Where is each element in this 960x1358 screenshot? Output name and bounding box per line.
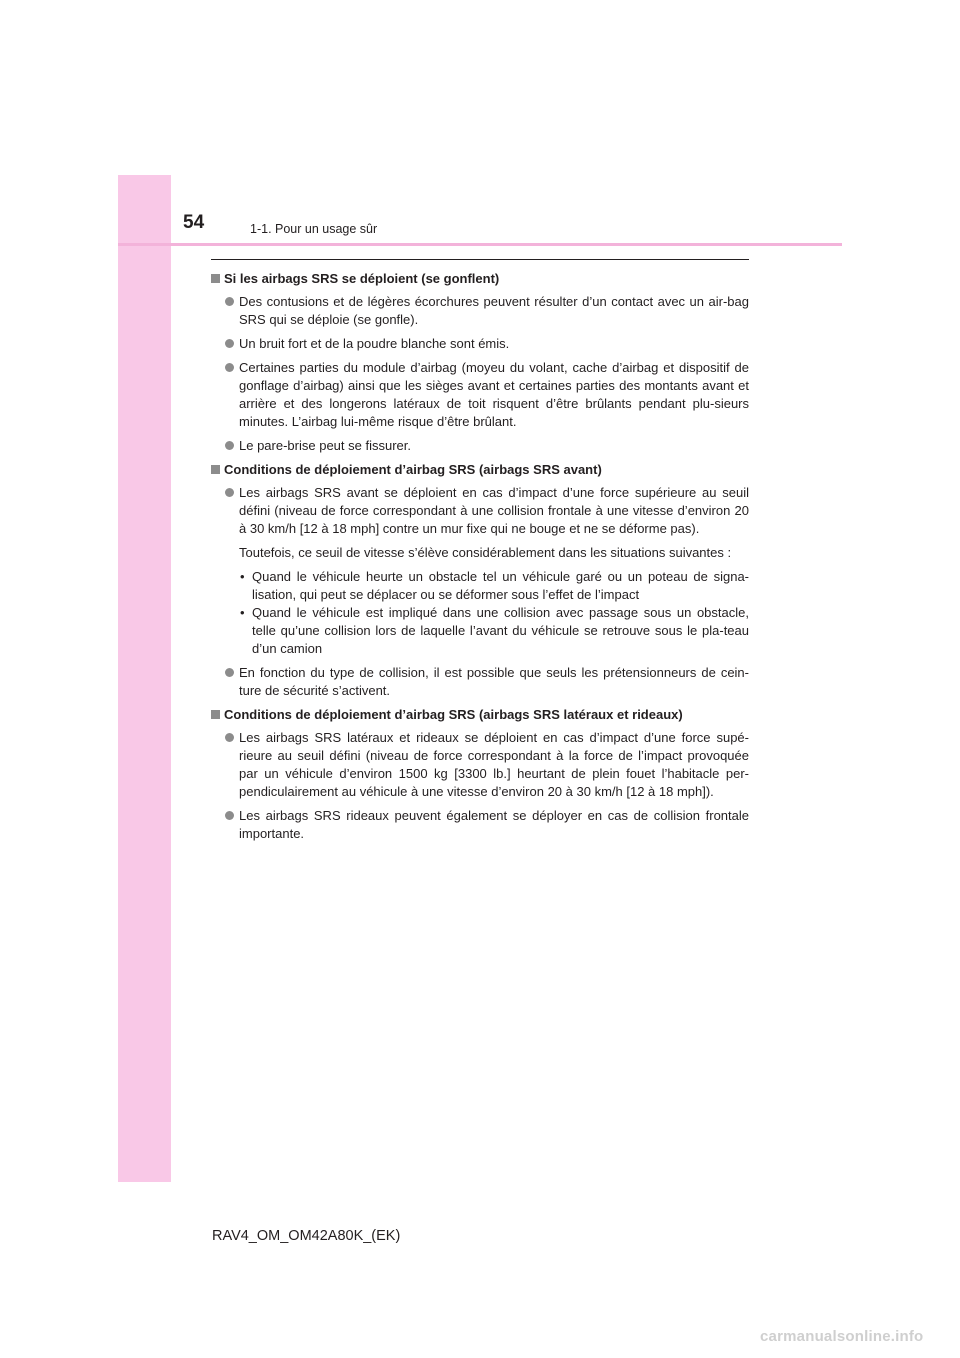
document-code: RAV4_OM_OM42A80K_(EK) [212, 1228, 401, 1244]
round-bullet-icon [225, 668, 234, 677]
list-item [211, 359, 749, 431]
round-bullet-icon [225, 441, 234, 450]
content-top-rule [211, 259, 749, 260]
section-heading-text: Conditions de déploiement d’airbag SRS (airbags SRS latéraux et rideaux) [224, 707, 683, 722]
sub-list [211, 568, 749, 658]
section-heading [211, 706, 749, 724]
section-heading-text: Si les airbags SRS se déploient (se gonflent) [224, 271, 500, 286]
square-bullet-icon [211, 710, 220, 719]
section-label: 1-1. Pour un usage sûr [250, 222, 378, 236]
page-content [211, 270, 749, 849]
square-bullet-icon [211, 465, 220, 474]
section-lateraux-rideaux [211, 706, 749, 843]
header-rule [118, 243, 842, 246]
list-item [211, 293, 749, 329]
section-deploiement [211, 270, 749, 455]
round-bullet-icon [225, 488, 234, 497]
sub-list-item-text: Quand le véhicule heurte un obstacle tel un véhicule garé ou un poteau de signa-lisation, qui peut se déplacer ou se déformer sous l’effet de l’impact [252, 569, 749, 602]
section-heading-text: Conditions de déploiement d’airbag SRS (airbags SRS avant) [224, 462, 602, 477]
round-bullet-icon [225, 339, 234, 348]
list-item-text: Les airbags SRS avant se déploient en cas d’impact d’une force supérieure au seuil défini (niveau de force correspondant à une collision frontale à une vitesse d’environ 20 à 30 km/h [12 à 18 mph] contre un mur fixe qui ne bouge et ne se déforme pas). [239, 485, 749, 536]
page-number: 54 [183, 212, 205, 233]
watermark: carmanualsonline.info [760, 1328, 924, 1345]
section-heading [211, 461, 749, 479]
round-bullet-icon [225, 811, 234, 820]
square-bullet-icon [211, 274, 220, 283]
list-item [211, 335, 749, 353]
list-item-text: En fonction du type de collision, il est possible que seuls les prétensionneurs de cein-ture de sécurité s’activent. [239, 665, 749, 698]
dot-bullet-icon: • [240, 569, 245, 584]
side-tab-band [118, 175, 171, 1182]
list-item-text: Des contusions et de légères écorchures peuvent résulter d’un contact avec un air-bag SRS qui se déploie (se gonfle). [239, 294, 749, 327]
sub-list-item [211, 568, 749, 604]
round-bullet-icon [225, 733, 234, 742]
list-item [211, 807, 749, 843]
sub-list-item-text: Quand le véhicule est impliqué dans une collision avec passage sous un obstacle, telle qu’une collision lors de laquelle l’avant du véhicule se retrouve sous le pla-teau d’un camion [252, 605, 749, 656]
list-item-text: Un bruit fort et de la poudre blanche sont émis. [239, 336, 510, 351]
sub-list-item [211, 604, 749, 658]
note-paragraph: Toutefois, ce seuil de vitesse s’élève considérablement dans les situations suivantes : [239, 545, 732, 560]
section-avant [211, 461, 749, 700]
round-bullet-icon [225, 297, 234, 306]
list-item-text: Les airbags SRS rideaux peuvent également se déployer en cas de collision frontale importante. [239, 808, 749, 841]
list-item-text: Le pare-brise peut se fissurer. [239, 438, 411, 453]
list-item-text: Certaines parties du module d’airbag (moyeu du volant, cache d’airbag et dispositif de gonflage d’airbag) ainsi que les sièges avant et certaines parties des montants avant et arrière et des longerons latéraux de toit risquent d’être brûlants pendant plu-sieurs minutes. L’airbag lui-même risque d’être brûlant. [239, 360, 749, 429]
list-item-text: Les airbags SRS latéraux et rideaux se déploient en cas d’impact d’une force supé-rieure au seuil défini (niveau de force correspondant à la force de l’impact provoquée par un véhicule d’environ 1500 kg [3300 lb.] heurtant de plein fouet l’habitacle per-pendiculairement au véhicule à une vitesse d’environ 20 à 30 km/h [12 à 18 mph]). [239, 730, 749, 799]
section-heading [211, 270, 749, 288]
list-item [211, 437, 749, 455]
list-item [211, 664, 749, 700]
round-bullet-icon [225, 363, 234, 372]
list-item [211, 484, 749, 538]
dot-bullet-icon: • [240, 605, 245, 620]
list-item [211, 729, 749, 801]
